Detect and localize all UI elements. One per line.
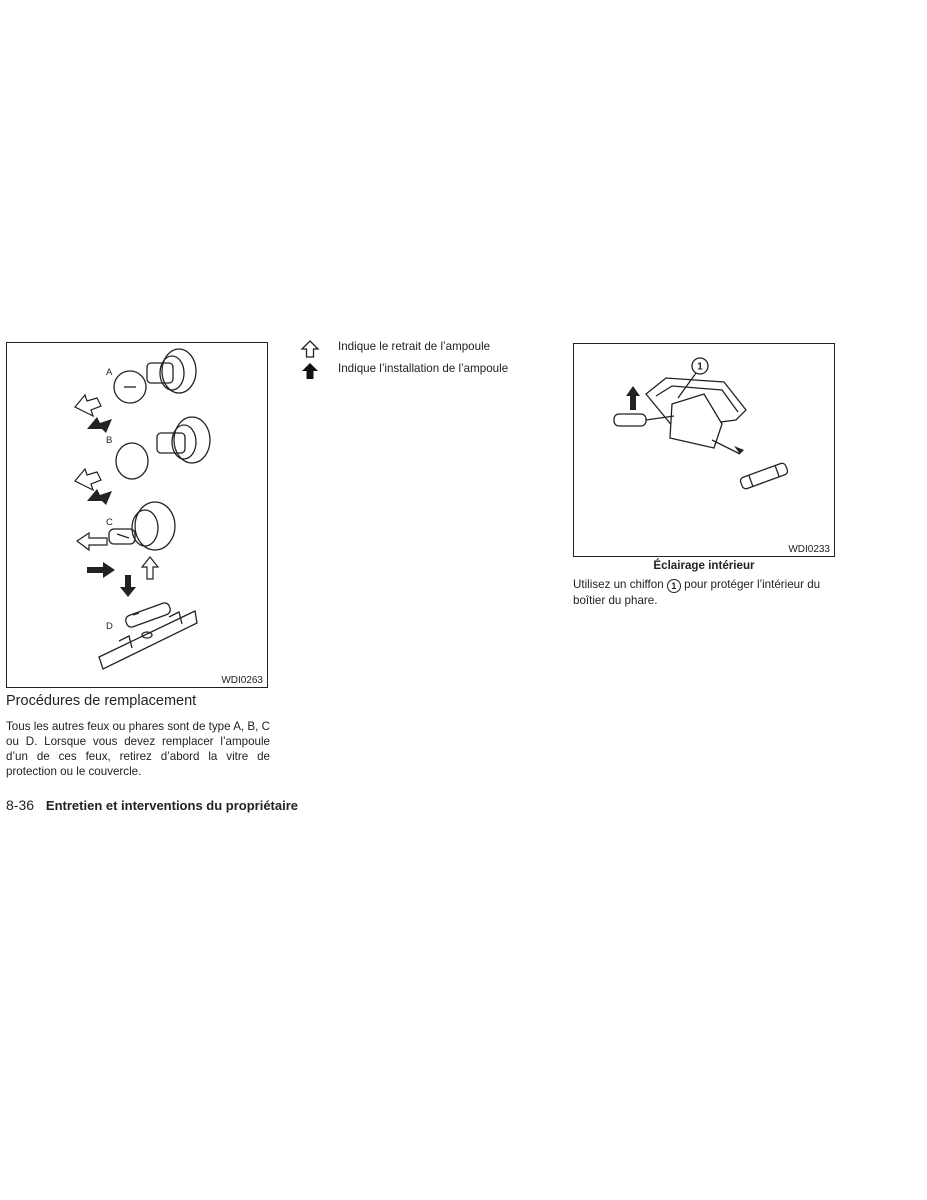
bulb-c-drawing xyxy=(109,502,175,550)
label-d: D xyxy=(106,621,113,632)
cloth-instruction-start: Utilisez un chiffon xyxy=(573,578,664,591)
bulb-b-drawing xyxy=(116,417,210,479)
label-a: A xyxy=(106,367,113,378)
bulb-d-drawing xyxy=(99,601,197,669)
cloth-instruction-end: pour protéger l’intérieur du boîtier du phare. xyxy=(573,578,821,607)
solid-up-arrow-icon xyxy=(300,362,320,380)
figure-caption: Éclairage intérieur xyxy=(653,559,755,572)
bulb-a-drawing xyxy=(114,349,196,403)
bulb-types-illustration xyxy=(7,343,269,689)
callout-1-label: 1 xyxy=(697,361,703,373)
outline-up-arrow-icon xyxy=(300,340,320,358)
callout-1-icon: 1 xyxy=(667,579,681,593)
page-footer xyxy=(6,797,298,813)
figure-code-left: WDI0263 xyxy=(221,675,263,686)
label-b: B xyxy=(106,435,113,446)
legend-install xyxy=(300,362,509,380)
legend-removal-label: Indique le retrait de l’ampoule xyxy=(338,340,491,353)
bulb-types-figure xyxy=(6,342,268,688)
label-c: C xyxy=(106,517,113,528)
legend-removal xyxy=(300,340,491,358)
interior-light-illustration xyxy=(574,344,836,558)
interior-light-figure xyxy=(573,343,835,557)
section-title: Procédures de remplacement xyxy=(6,693,197,709)
legend-install-label: Indique l’installation de l’ampoule xyxy=(338,362,509,375)
cloth-instruction xyxy=(573,577,837,608)
chapter-title: Entretien et interventions du propriétaire xyxy=(45,798,299,813)
section-paragraph: Tous les autres feux ou phares sont de type A, B, C ou D. Lorsque vous devez remplacer l’ampoule d’un de ces feux, retirez d’abord la vitre de protection ou le couvercle. xyxy=(6,720,270,778)
page-number: 8-36 xyxy=(6,797,35,813)
figure-code-right: WDI0233 xyxy=(788,544,830,555)
